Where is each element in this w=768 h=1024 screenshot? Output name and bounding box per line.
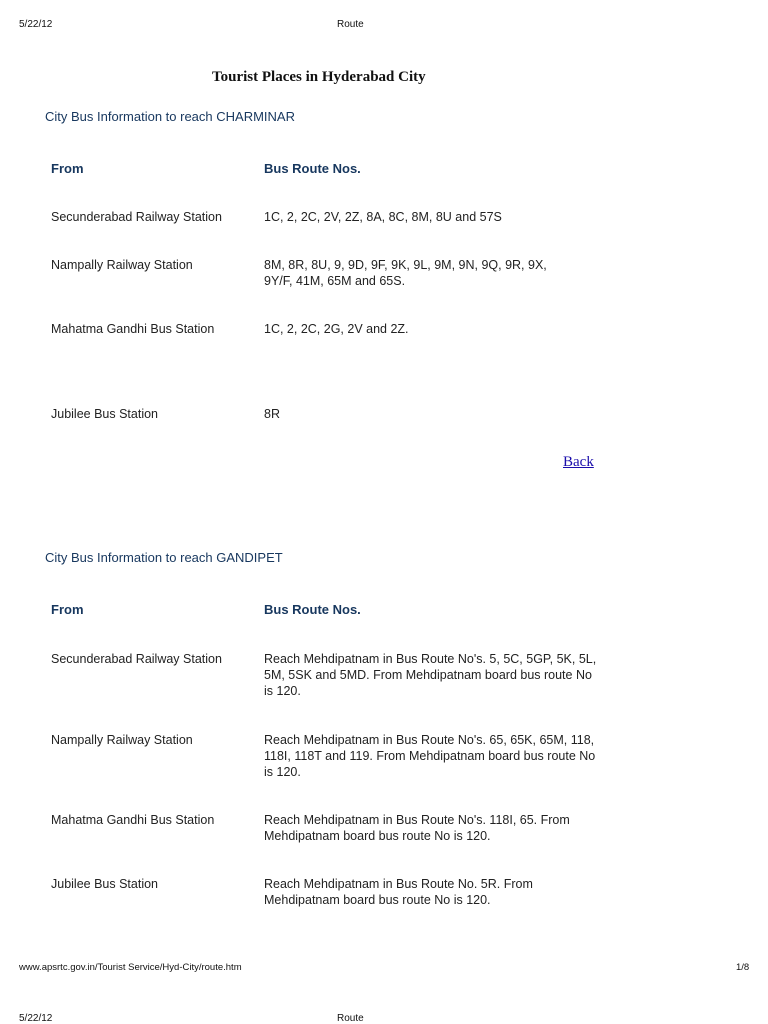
- gandipet-row-from: Mahatma Gandhi Bus Station: [51, 813, 215, 827]
- gandipet-row-from: Secunderabad Railway Station: [51, 652, 222, 666]
- charminar-row-routes: 1C, 2, 2C, 2V, 2Z, 8A, 8C, 8M, 8U and 57S: [264, 210, 502, 224]
- print-title: Route: [337, 19, 364, 30]
- charminar-row-from: Secunderabad Railway Station: [51, 210, 222, 224]
- gandipet-col-routes: Bus Route Nos.: [264, 602, 361, 617]
- next-print-date: 5/22/12: [19, 1013, 53, 1024]
- back-link[interactable]: Back: [563, 454, 594, 470]
- charminar-row-from: Mahatma Gandhi Bus Station: [51, 322, 215, 336]
- gandipet-row-routes: Reach Mehdipatnam in Bus Route No's. 118I, 65. From Mehdipatnam board bus route No is 120.: [264, 813, 570, 843]
- charminar-row-from: Jubilee Bus Station: [51, 407, 159, 421]
- next-print-title: Route: [337, 1013, 364, 1024]
- page-title: Tourist Places in Hyderabad City: [212, 69, 426, 85]
- footer-url: www.apsrtc.gov.in/Tourist Service/Hyd-City/route.htm: [19, 962, 242, 973]
- charminar-row-routes: 8R: [264, 407, 280, 421]
- charminar-col-routes: Bus Route Nos.: [264, 161, 361, 176]
- charminar-row-routes: 1C, 2, 2C, 2G, 2V and 2Z.: [264, 322, 409, 336]
- footer-page-number: 1/8: [736, 962, 750, 973]
- print-date: 5/22/12: [19, 19, 53, 30]
- charminar-row-from: Nampally Railway Station: [51, 258, 193, 272]
- charminar-heading: City Bus Information to reach CHARMINAR: [45, 109, 295, 124]
- charminar-row-routes: 8M, 8R, 8U, 9, 9D, 9F, 9K, 9L, 9M, 9N, 9Q, 9R, 9X, 9Y/F, 41M, 65M and 65S.: [264, 258, 547, 288]
- gandipet-row-routes: Reach Mehdipatnam in Bus Route No's. 65, 65K, 65M, 118, 118I, 118T and 119. From Mehdipatnam board bus route No is 120.: [264, 733, 596, 779]
- gandipet-row-routes: Reach Mehdipatnam in Bus Route No. 5R. From Mehdipatnam board bus route No is 120.: [264, 877, 533, 907]
- gandipet-row-from: Nampally Railway Station: [51, 733, 193, 747]
- gandipet-col-from: From: [51, 602, 84, 617]
- gandipet-heading: City Bus Information to reach GANDIPET: [45, 550, 283, 565]
- charminar-col-from: From: [51, 161, 84, 176]
- gandipet-row-routes: Reach Mehdipatnam in Bus Route No's. 5, 5C, 5GP, 5K, 5L, 5M, 5SK and 5MD. From Mehdipatnam board bus route No is 120.: [264, 652, 597, 698]
- gandipet-row-from: Jubilee Bus Station: [51, 877, 159, 891]
